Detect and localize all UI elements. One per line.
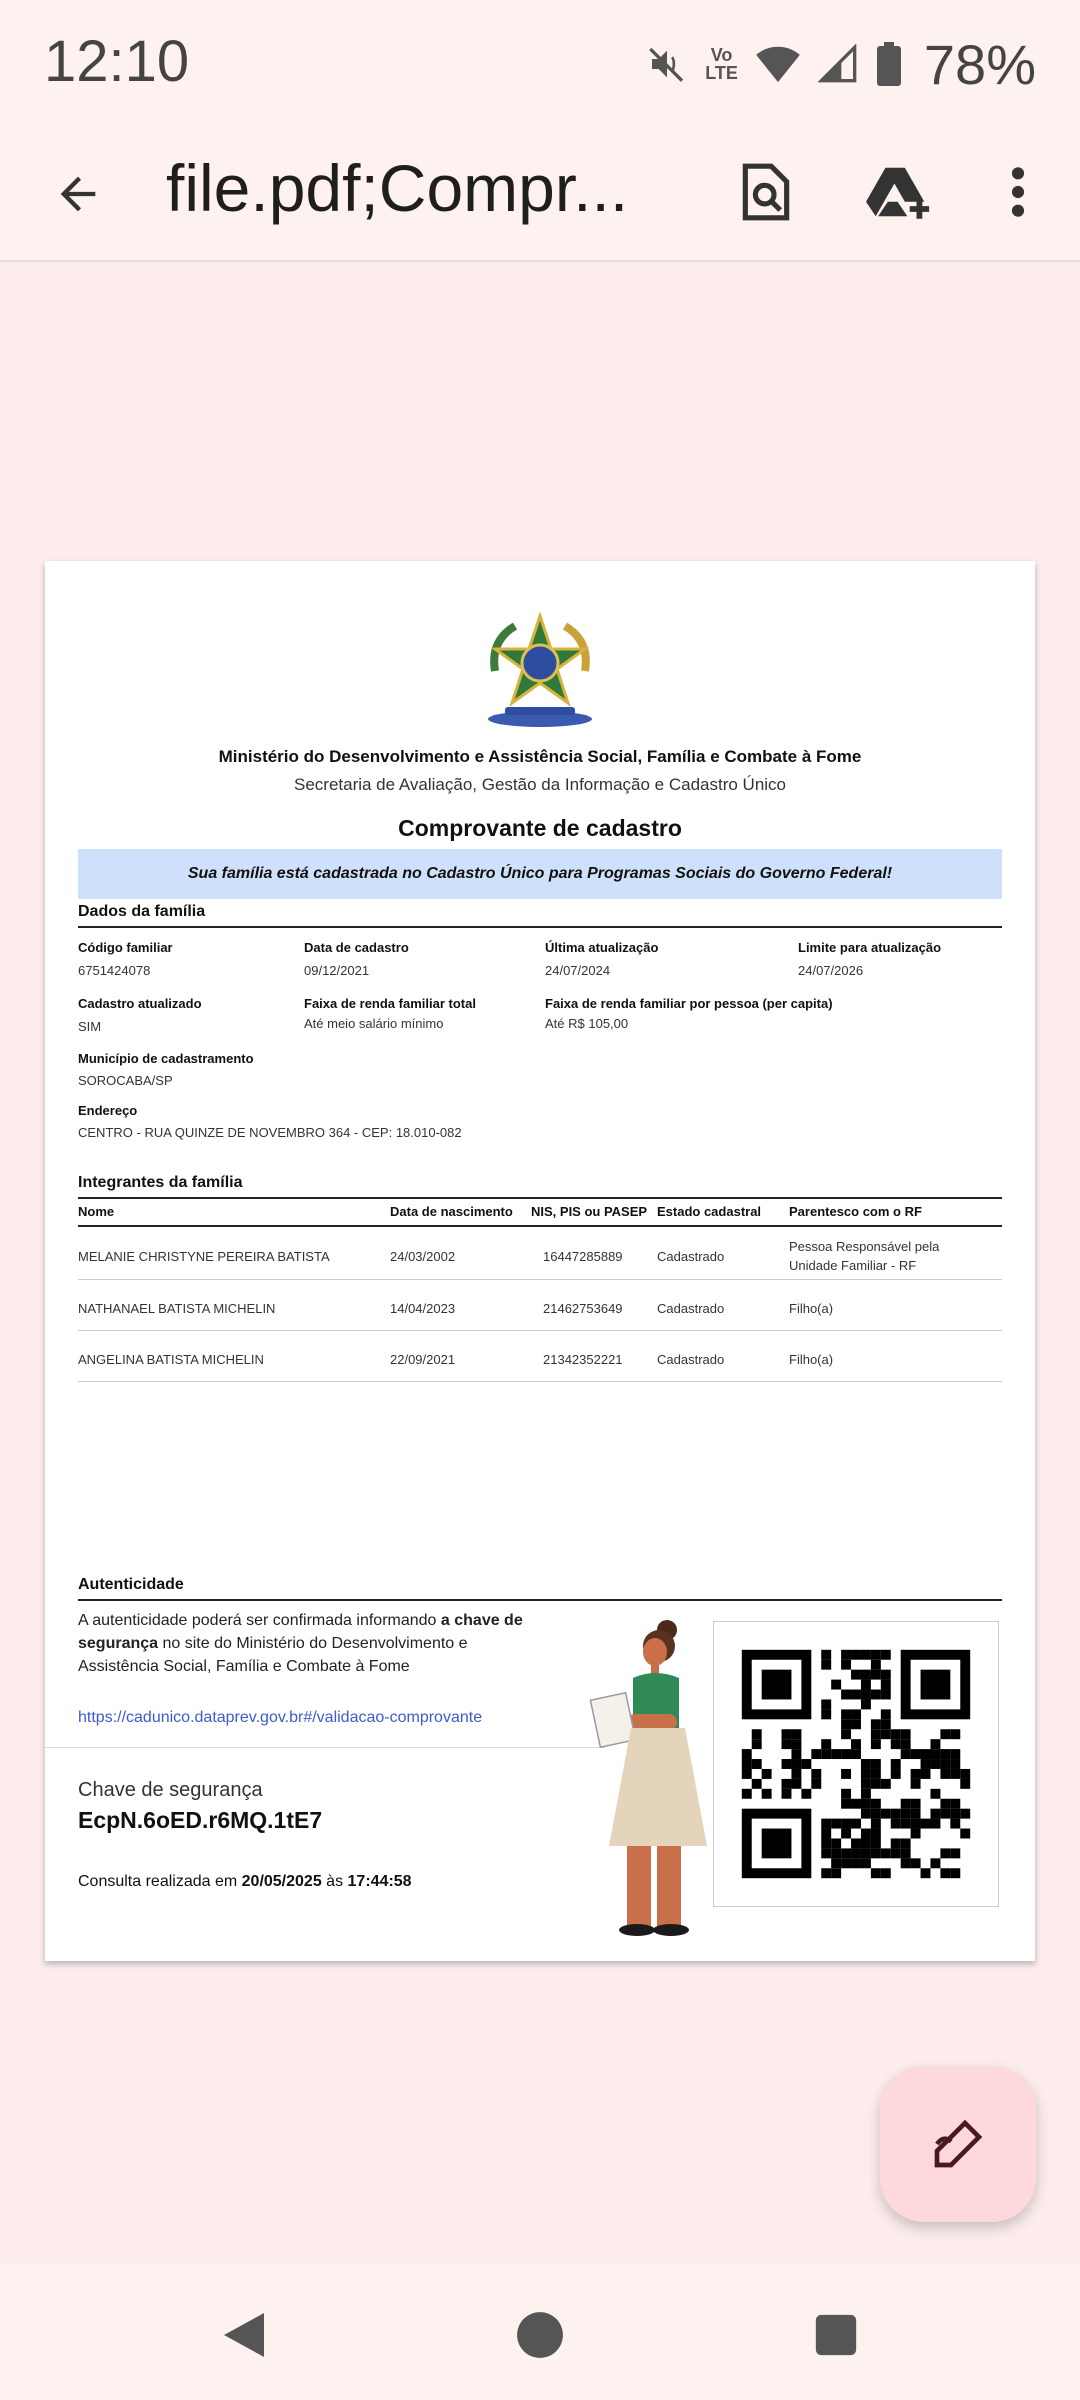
header-divider (78, 1225, 1002, 1227)
drive-add-icon (866, 162, 934, 222)
column-header: Parentesco com o RF (789, 1204, 922, 1219)
edit-pen-icon (930, 2116, 986, 2172)
more-vert-icon (1008, 164, 1028, 220)
battery-icon (876, 42, 902, 86)
save-to-drive-button[interactable] (860, 152, 940, 232)
column-header: Nome (78, 1204, 115, 1219)
member-nis: 16447285889 (543, 1249, 623, 1264)
muted-icon (647, 44, 687, 84)
member-relationship-line2: Unidade Familiar - RF (789, 1258, 917, 1273)
member-birthdate: 22/09/2021 (390, 1352, 456, 1367)
more-options-button[interactable] (978, 152, 1058, 232)
municipio-label: Município de cadastramento (78, 1051, 254, 1066)
column-header: Estado cadastral (657, 1204, 762, 1219)
wifi-icon (756, 44, 800, 84)
faixa-per-capita-label: Faixa de renda familiar por pessoa (per capita) (545, 996, 833, 1011)
battery-percent: 78% (923, 32, 1036, 96)
document-title: file.pdf;Compr... (166, 151, 629, 225)
back-button[interactable] (40, 156, 116, 232)
member-relationship: Filho(a) (789, 1301, 834, 1316)
status-icons (647, 34, 1036, 94)
faixa-total-label: Faixa de renda familiar total (304, 996, 476, 1011)
woman-holding-document-illustration (575, 1616, 735, 1936)
ministry-name: Ministério do Desenvolvimento e Assistência Social, Família e Combate à Fome (218, 747, 862, 766)
codigo-value: 6751424078 (78, 963, 151, 978)
brazil-coat-of-arms-icon (485, 611, 595, 731)
nav-home-button[interactable] (500, 2295, 580, 2375)
limite-atualizacao-value: 24/07/2026 (798, 963, 864, 978)
member-status: Cadastrado (657, 1352, 725, 1367)
column-header: Data de nascimento (390, 1204, 513, 1219)
security-key-value: EcpN.6oED.r6MQ.1tE7 (78, 1807, 323, 1833)
annotate-button[interactable] (880, 2066, 1036, 2222)
find-in-document-button[interactable] (726, 152, 806, 232)
limite-atualizacao-label: Limite para atualização (798, 940, 942, 955)
members-heading: Integrantes da família (78, 1174, 243, 1191)
volte-icon: Vo LTE (705, 45, 738, 83)
row-divider (78, 1381, 1002, 1382)
security-key-label: Chave de segurança (78, 1779, 263, 1801)
ultima-atualizacao-value: 24/07/2024 (545, 963, 611, 978)
status-bar (0, 0, 1080, 122)
member-relationship: Pessoa Responsável pela (789, 1239, 940, 1254)
row-divider (78, 1279, 1002, 1280)
member-birthdate: 24/03/2002 (390, 1249, 456, 1264)
section-divider (78, 1599, 1002, 1601)
endereco-label: Endereço (78, 1103, 138, 1118)
member-name: NATHANAEL BATISTA MICHELIN (78, 1301, 276, 1316)
nav-recents-button[interactable] (796, 2295, 876, 2375)
municipio-value: SOROCABA/SP (78, 1073, 173, 1088)
member-status: Cadastrado (657, 1301, 725, 1316)
member-status: Cadastrado (657, 1249, 725, 1264)
nav-back-icon (220, 2309, 268, 2361)
faixa-total-value: Até meio salário mínimo (304, 1016, 444, 1031)
member-birthdate: 14/04/2023 (390, 1301, 456, 1316)
system-nav-bar (0, 2265, 1080, 2400)
codigo-label: Código familiar (78, 940, 173, 955)
ultima-atualizacao-label: Última atualização (545, 940, 659, 955)
pdf-page[interactable] (45, 561, 1035, 1961)
signal-icon (818, 44, 858, 84)
member-name: MELANIE CHRISTYNE PEREIRA BATISTA (78, 1249, 330, 1264)
validation-link[interactable]: https://cadunico.dataprev.gov.br#/validacao-comprovante (78, 1709, 483, 1726)
member-name: ANGELINA BATISTA MICHELIN (78, 1352, 264, 1367)
data-cadastro-label: Data de cadastro (304, 940, 409, 955)
section-divider (78, 1197, 1002, 1199)
divider (45, 1747, 605, 1748)
member-relationship: Filho(a) (789, 1352, 834, 1367)
faixa-per-capita-value: Até R$ 105,00 (545, 1016, 629, 1031)
registration-banner: Sua família está cadastrada no Cadastro Único para Programas Sociais do Governo Federal! (78, 849, 1002, 899)
page-title: Comprovante de cadastro (398, 815, 682, 841)
secretaria-name: Secretaria de Avaliação, Gestão da Informação e Cadastro Único (293, 775, 787, 794)
back-arrow-icon (52, 168, 104, 220)
cadastro-atualizado-value: SIM (78, 1019, 102, 1034)
endereco-value: CENTRO - RUA QUINZE DE NOVEMBRO 364 - CEP: 18.010-082 (78, 1125, 462, 1140)
section-divider (78, 926, 1002, 928)
authenticity-text: A autenticidade poderá ser confirmada informando a chave de segurança no site do Ministério do Desenvolvimento e Assistência Social, Família e Combate à Fome (78, 1612, 523, 1675)
data-cadastro-value: 09/12/2021 (304, 963, 370, 978)
nav-recents-icon (814, 2313, 858, 2357)
nav-home-icon (515, 2310, 565, 2360)
qr-code (713, 1621, 999, 1907)
member-nis: 21342352221 (543, 1352, 623, 1367)
status-time: 12:10 (44, 29, 190, 94)
family-data-heading: Dados da família (78, 903, 206, 920)
app-bar (0, 122, 1080, 262)
row-divider (78, 1330, 1002, 1331)
search-document-icon (738, 161, 794, 223)
column-header: NIS, PIS ou PASEP (531, 1204, 648, 1219)
member-nis: 21462753649 (543, 1301, 623, 1316)
authenticity-heading: Autenticidade (78, 1576, 184, 1593)
cadastro-atualizado-label: Cadastro atualizado (78, 996, 202, 1011)
consultation-timestamp: Consulta realizada em 20/05/2025 às 17:44:58 (78, 1873, 412, 1890)
nav-back-button[interactable] (204, 2295, 284, 2375)
